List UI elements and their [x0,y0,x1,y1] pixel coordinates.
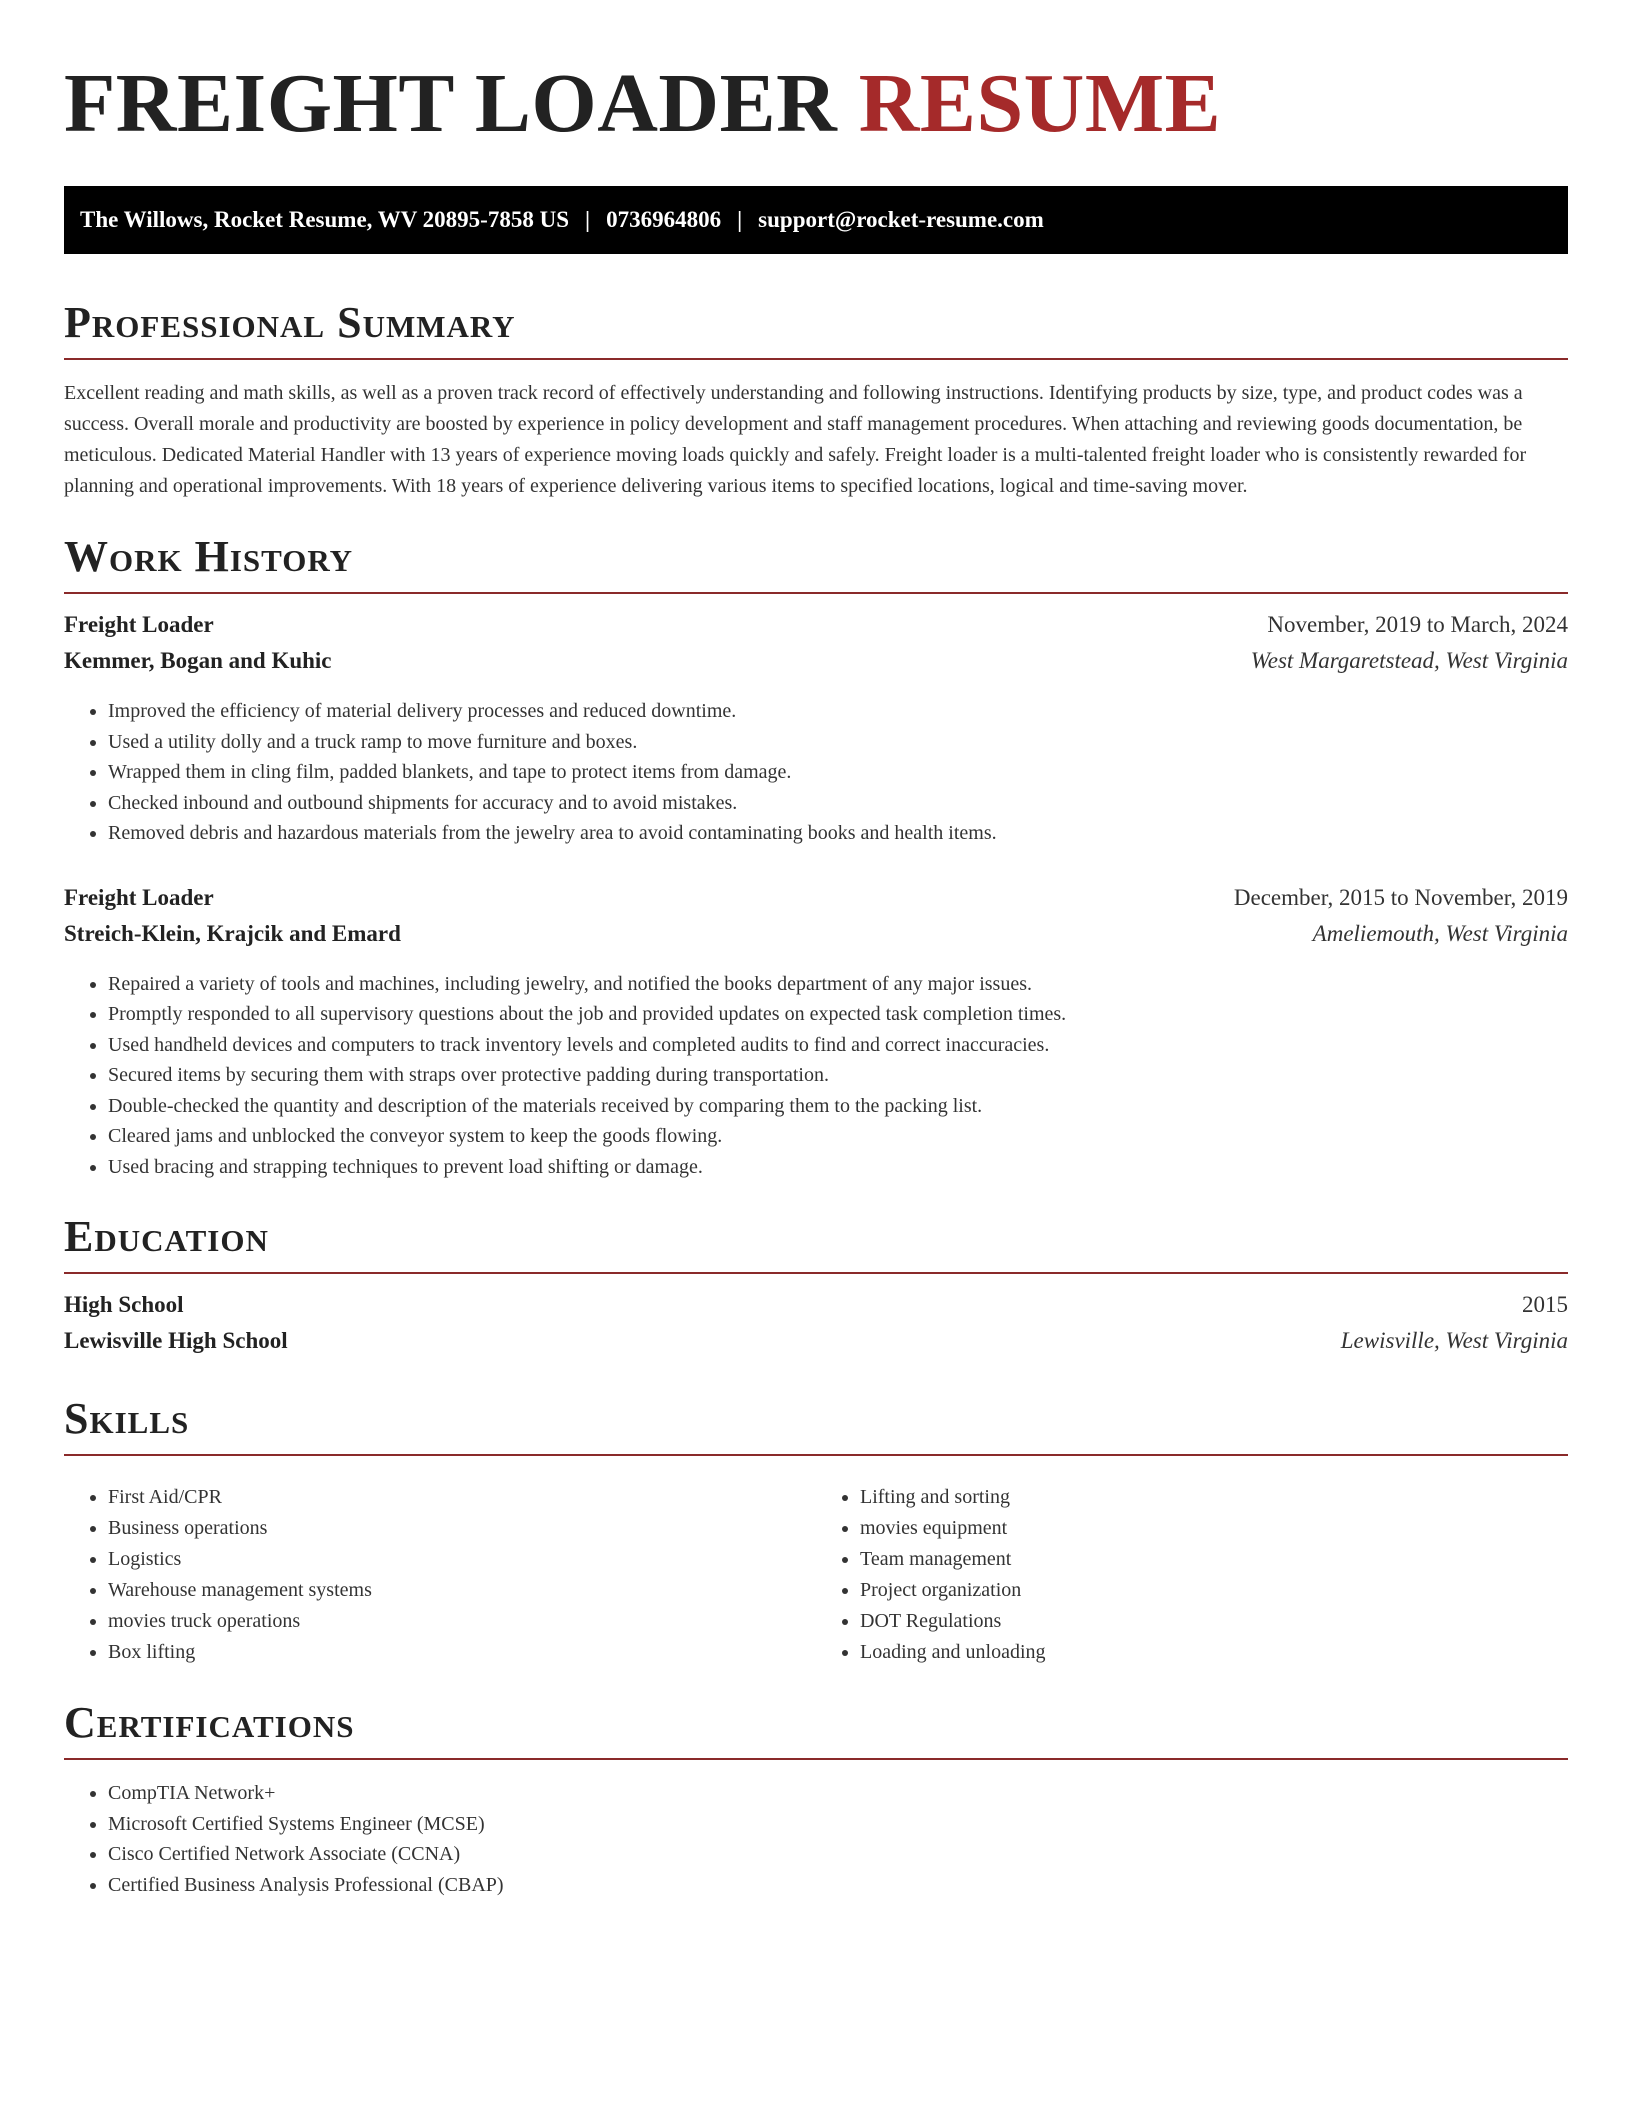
job-entry [64,612,1568,849]
education-section [64,1212,1568,1364]
contact-email: support@rocket-resume.com [758,207,1044,232]
skill-item: • Loading and unloading [860,1637,1568,1668]
education-school: Lewisville High School [64,1328,288,1353]
job-entry [64,885,1568,1183]
section-divider [64,1454,1568,1456]
skill-item: • Project organization [860,1575,1568,1606]
education-degree: High School [64,1292,184,1317]
job-bullet: • Repaired a variety of tools and machines, including jewelry, and notified the books department of any major issues. [108,969,1568,1000]
job-title: Freight Loader [64,884,214,910]
skill-item: • Business operations [108,1513,816,1544]
section-heading: Education [64,1212,269,1261]
work-history-section [64,532,1568,1182]
job-bullet: • Improved the efficiency of material delivery processes and reduced downtime. [108,696,1568,727]
skill-item: • Lifting and sorting [860,1482,1568,1513]
certification-item: • Cisco Certified Network Associate (CCNA) [108,1839,1568,1870]
section-divider [64,592,1568,594]
contact-address: The Willows, Rocket Resume, WV 20895-7858 US [80,207,569,232]
contact-bar [64,186,1568,254]
skill-item: • movies equipment [860,1513,1568,1544]
job-bullet: • Checked inbound and outbound shipments for accuracy and to avoid mistakes. [108,788,1568,819]
skills-grid [64,1474,1568,1668]
skills-column-left [64,1482,816,1668]
skill-item: • movies truck operations [108,1606,816,1637]
section-divider [64,358,1568,360]
certifications-section [64,1698,1568,1900]
section-heading: Work History [64,532,354,581]
job-company-row [64,648,1568,684]
education-header-row [64,1292,1568,1328]
job-bullet: • Promptly responded to all supervisory questions about the job and provided updates on expected task completion times. [108,999,1568,1030]
contact-phone: 0736964806 [606,207,722,232]
job-bullets [64,696,1568,849]
job-dates: November, 2019 to March, 2024 [1267,612,1568,637]
skill-item: • Warehouse management systems [108,1575,816,1606]
job-location: Ameliemouth, West Virginia [1312,920,1568,946]
summary-section [64,298,1568,502]
resume-title [64,56,1568,152]
job-bullets [64,969,1568,1183]
education-school-row [64,1328,1568,1364]
certification-item: • Microsoft Certified Systems Engineer (MCSE) [108,1809,1568,1840]
job-company: Streich-Klein, Krajcik and Emard [64,920,401,946]
education-year: 2015 [1522,1292,1568,1317]
job-company-row [64,921,1568,957]
skill-item: • DOT Regulations [860,1606,1568,1637]
job-bullet: • Used handheld devices and computers to track inventory levels and completed audits to find and correct inaccuracies. [108,1030,1568,1061]
job-company: Kemmer, Bogan and Kuhic [64,648,332,673]
title-accent: RESUME [858,57,1222,150]
certification-item: • CompTIA Network+ [108,1778,1568,1809]
section-divider [64,1272,1568,1274]
section-heading: Professional Summary [64,298,516,347]
contact-separator: | [585,207,591,232]
section-heading: Certifications [64,1698,355,1747]
summary-text: Excellent reading and math skills, as well as a proven track record of effectively understanding and following instructions. Identifying products by size, type, and product codes was a success. Overall morale and productivity are boosted by experience in policy development and staff management procedures. When attaching and reviewing goods documentation, be meticulous. Dedicated Material Handler with 13 years of experience moving loads quickly and safely. Freight loader is a multi-talented freight loader who is consistently rewarded for planning and operational improvements. With 18 years of experience delivering various items to specified locations, logical and time-saving mover. [64,382,1527,497]
job-dates: December, 2015 to November, 2019 [1233,884,1568,910]
skills-section [64,1394,1568,1668]
section-divider [64,1758,1568,1760]
skills-column-right [816,1482,1568,1668]
skill-item: • Logistics [108,1544,816,1575]
skill-item: • Team management [860,1544,1568,1575]
job-bullet: • Wrapped them in cling film, padded blankets, and tape to protect items from damage. [108,757,1568,788]
job-location: West Margaretstead, West Virginia [1250,648,1568,673]
skill-item: • Box lifting [108,1637,816,1668]
job-bullet: • Used a utility dolly and a truck ramp to move furniture and boxes. [108,727,1568,758]
job-title: Freight Loader [64,612,214,637]
job-bullet: • Removed debris and hazardous materials from the jewelry area to avoid contaminating books and health items. [108,818,1568,849]
job-bullet: • Used bracing and strapping techniques to prevent load shifting or damage. [108,1152,1568,1183]
section-heading: Skills [64,1394,190,1443]
job-bullet: • Cleared jams and unblocked the conveyor system to keep the goods flowing. [108,1121,1568,1152]
certifications-list [64,1778,1568,1900]
contact-separator: | [737,207,743,232]
job-header-row [64,885,1568,921]
skill-item: • First Aid/CPR [108,1482,816,1513]
certification-item: • Certified Business Analysis Professional (CBAP) [108,1870,1568,1901]
education-location: Lewisville, West Virginia [1340,1328,1568,1353]
job-bullet: • Double-checked the quantity and description of the materials received by comparing them to the packing list. [108,1091,1568,1122]
title-main: FREIGHT LOADER [64,57,838,150]
job-header-row [64,612,1568,648]
job-bullet: • Secured items by securing them with straps over protective padding during transportation. [108,1060,1568,1091]
